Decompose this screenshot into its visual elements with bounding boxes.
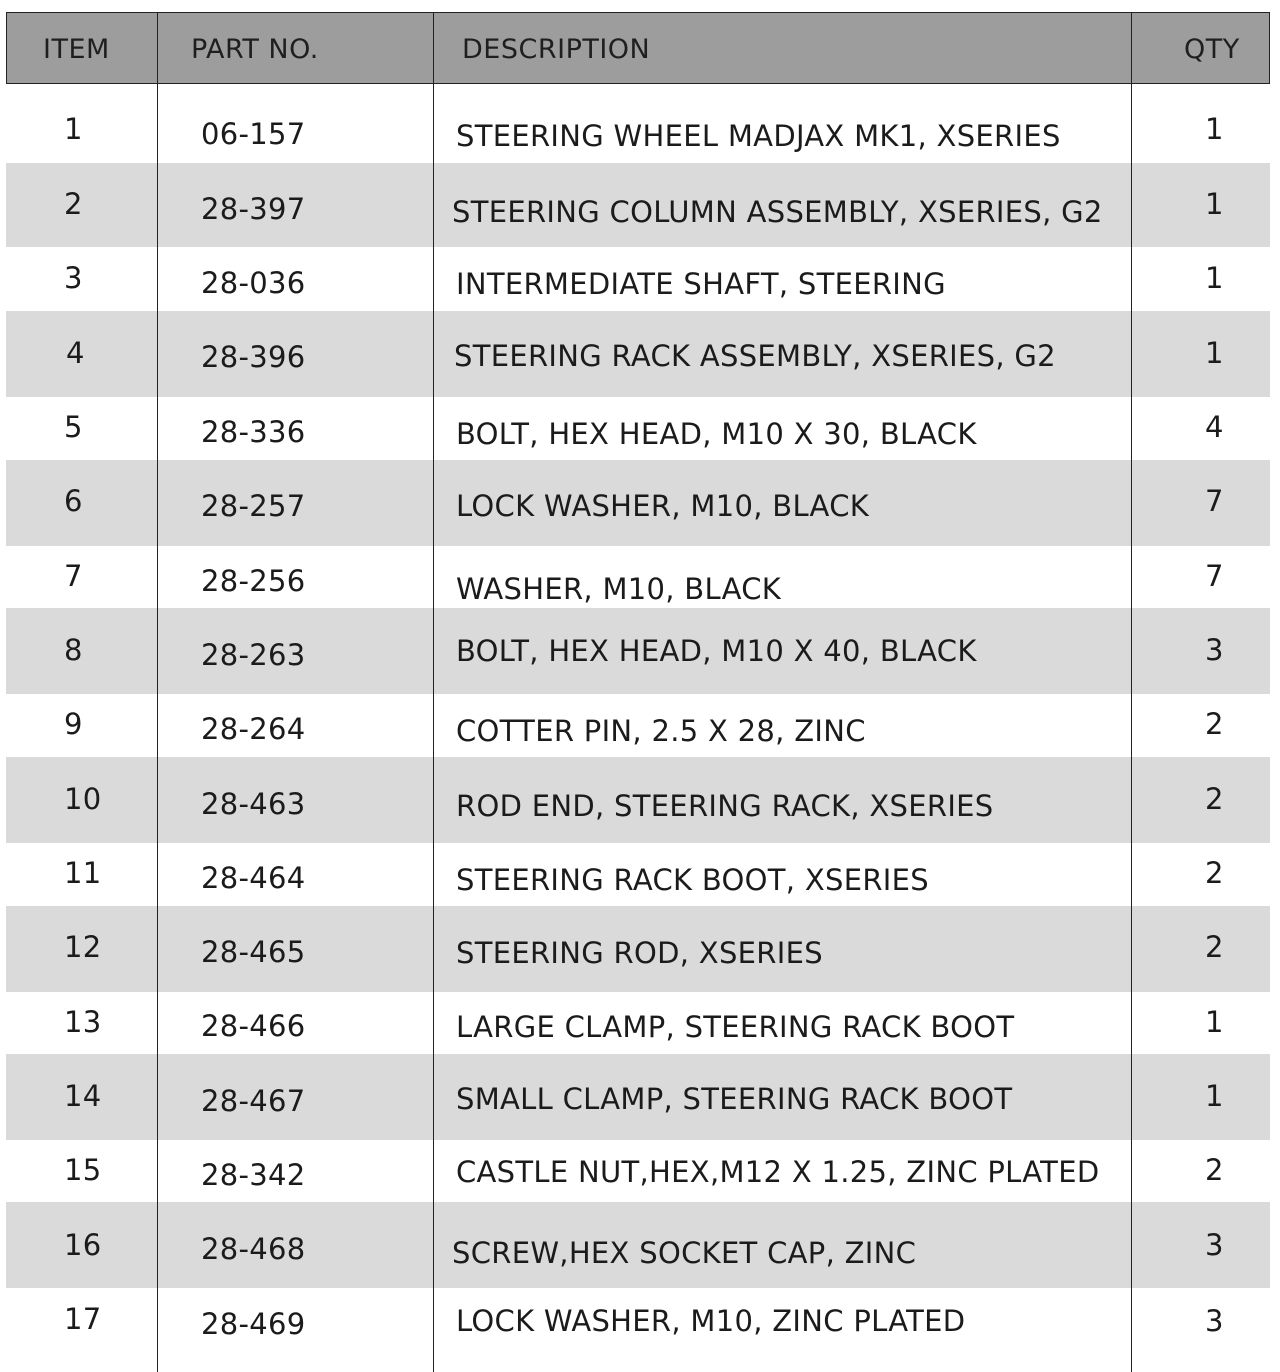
table-row	[6, 757, 1270, 843]
part-number: 28-463	[201, 787, 306, 821]
part-number: 28-468	[201, 1232, 306, 1266]
quantity: 3	[1205, 633, 1224, 667]
item-number: 16	[64, 1228, 102, 1262]
part-description: STEERING WHEEL MADJAX MK1, XSERIES	[456, 119, 1061, 153]
part-number: 28-469	[201, 1307, 306, 1341]
table-row	[6, 546, 1270, 608]
table-row	[6, 906, 1270, 992]
header-part-no: PART NO.	[191, 34, 319, 65]
item-number: 14	[64, 1079, 102, 1113]
quantity: 1	[1205, 1005, 1224, 1039]
item-number: 5	[64, 410, 83, 444]
part-description: STEERING COLUMN ASSEMBLY, XSERIES, G2	[452, 195, 1103, 229]
part-description: LOCK WASHER, M10, ZINC PLATED	[456, 1304, 966, 1338]
item-number: 11	[64, 856, 102, 890]
part-number: 06-157	[201, 117, 306, 151]
part-description: WASHER, M10, BLACK	[456, 572, 782, 606]
part-number: 28-257	[201, 489, 306, 523]
quantity: 1	[1205, 336, 1224, 370]
part-description: STEERING ROD, XSERIES	[456, 936, 823, 970]
item-number: 2	[64, 187, 83, 221]
quantity: 3	[1205, 1228, 1224, 1262]
item-number: 9	[64, 707, 83, 741]
part-description: STEERING RACK BOOT, XSERIES	[456, 863, 929, 897]
quantity: 1	[1205, 261, 1224, 295]
table-row	[6, 1288, 1270, 1364]
part-number: 28-396	[201, 340, 306, 374]
part-description: SMALL CLAMP, STEERING RACK BOOT	[456, 1082, 1013, 1116]
item-number: 17	[64, 1302, 102, 1336]
quantity: 2	[1205, 707, 1224, 741]
column-divider	[157, 12, 158, 1372]
part-description: LOCK WASHER, M10, BLACK	[456, 489, 870, 523]
column-divider	[433, 12, 434, 1372]
parts-table	[6, 12, 1272, 1372]
part-number: 28-466	[201, 1009, 306, 1043]
part-description: CASTLE NUT,HEX,M12 X 1.25, ZINC PLATED	[456, 1155, 1100, 1189]
part-number: 28-036	[201, 266, 306, 300]
part-number: 28-256	[201, 564, 306, 598]
part-description: SCREW,HEX SOCKET CAP, ZINC	[452, 1236, 917, 1270]
table-row	[6, 460, 1270, 546]
part-description: ROD END, STEERING RACK, XSERIES	[456, 789, 994, 823]
part-description: COTTER PIN, 2.5 X 28, ZINC	[456, 714, 866, 748]
quantity: 2	[1205, 782, 1224, 816]
item-number: 10	[64, 782, 102, 816]
table-row	[6, 694, 1270, 757]
part-number: 28-263	[201, 638, 306, 672]
item-number: 6	[64, 484, 83, 518]
item-number: 4	[66, 336, 85, 370]
table-row	[6, 992, 1270, 1054]
table-row	[6, 843, 1270, 906]
item-number: 13	[64, 1005, 102, 1039]
table-row	[6, 311, 1270, 397]
part-description: BOLT, HEX HEAD, M10 X 40, BLACK	[456, 634, 977, 668]
table-row	[6, 1054, 1270, 1140]
item-number: 7	[64, 559, 83, 593]
header-description: DESCRIPTION	[462, 34, 651, 65]
item-number: 8	[64, 633, 83, 667]
quantity: 3	[1205, 1304, 1224, 1338]
column-divider	[1131, 12, 1132, 1372]
column-divider	[1269, 12, 1270, 84]
quantity: 1	[1205, 1079, 1224, 1113]
part-number: 28-467	[201, 1084, 306, 1118]
quantity: 7	[1205, 484, 1224, 518]
part-number: 28-464	[201, 861, 306, 895]
item-number: 12	[64, 930, 102, 964]
quantity: 2	[1205, 856, 1224, 890]
table-row	[6, 92, 1270, 163]
table-row	[6, 1202, 1270, 1288]
quantity: 4	[1205, 410, 1224, 444]
item-number: 15	[64, 1153, 102, 1187]
header-qty: QTY	[1184, 34, 1240, 65]
part-number: 28-465	[201, 935, 306, 969]
item-number: 1	[64, 112, 83, 146]
part-number: 28-336	[201, 415, 306, 449]
part-number: 28-342	[201, 1158, 306, 1192]
part-description: LARGE CLAMP, STEERING RACK BOOT	[456, 1010, 1015, 1044]
table-row	[6, 163, 1270, 247]
table-row	[6, 608, 1270, 694]
part-number: 28-264	[201, 712, 306, 746]
quantity: 1	[1205, 112, 1224, 146]
quantity: 2	[1205, 930, 1224, 964]
part-number: 28-397	[201, 192, 306, 226]
item-number: 3	[64, 261, 83, 295]
part-description: STEERING RACK ASSEMBLY, XSERIES, G2	[454, 339, 1056, 373]
header-item: ITEM	[43, 34, 110, 65]
table-header	[6, 12, 1270, 84]
part-description: INTERMEDIATE SHAFT, STEERING	[456, 267, 946, 301]
part-description: BOLT, HEX HEAD, M10 X 30, BLACK	[456, 417, 977, 451]
quantity: 2	[1205, 1153, 1224, 1187]
quantity: 7	[1205, 559, 1224, 593]
table-row	[6, 1140, 1270, 1202]
quantity: 1	[1205, 187, 1224, 221]
table-row	[6, 397, 1270, 460]
table-row	[6, 247, 1270, 311]
